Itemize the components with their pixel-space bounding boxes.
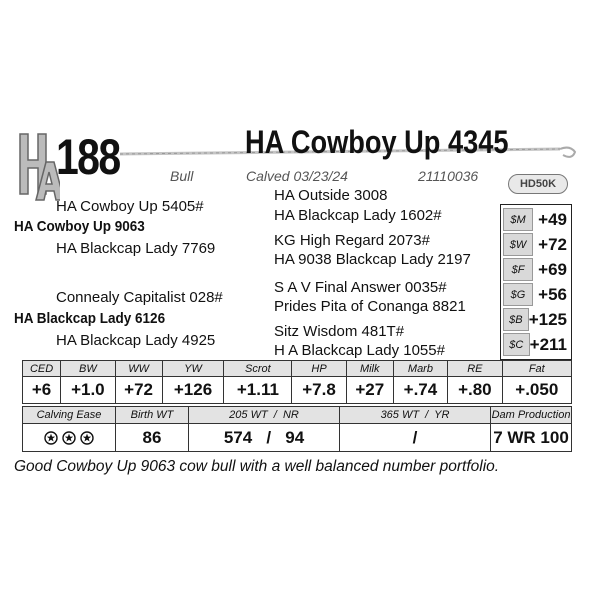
sire-sire: HA Cowboy Up 5405# [56,198,204,215]
performance-value-row [23,424,572,452]
epd-value: +72 [115,377,162,404]
epd-value: +7.8 [292,377,346,404]
registration-number: 21110036 [418,168,479,184]
wt365-header: 365 WT / YR [340,407,491,424]
lot-comment: Good Cowboy Up 9063 cow bull with a well balanced number portfolio. [14,458,500,475]
index-label: $G [503,283,533,306]
epd-value: +1.11 [224,377,292,404]
epd-header: Scrot [224,361,292,377]
calving-ease-stars [23,424,116,452]
epd-value: +1.0 [61,377,115,404]
index-row-f [501,257,571,282]
star-icon [44,431,58,445]
calved-date: Calved 03/23/24 [246,168,348,184]
epd-header: Marb [393,361,447,377]
dollar-index-panel [500,204,572,360]
performance-table [22,406,572,452]
epd-value: +27 [346,377,393,404]
wt205-nr-value: 574 / 94 [189,424,340,452]
index-row-b [501,307,571,332]
epd-value: +126 [162,377,224,404]
index-label: $M [503,208,533,231]
right-pedigree-4: HA 9038 Blackcap Lady 2197 [274,251,471,268]
epd-value: +6 [23,377,61,404]
index-row-g [501,282,571,307]
ha-logo-icon [18,130,60,202]
right-pedigree-7: Sitz Wisdom 481T# [274,323,405,340]
lot-number: 188 [56,129,120,185]
dam-production-value: 7 WR 100 [491,424,572,452]
epd-header: CED [23,361,61,377]
right-pedigree-1: HA Outside 3008 [274,187,388,204]
sire: HA Cowboy Up 9063 [14,218,145,235]
index-label: $F [503,258,533,281]
dam-sire: Connealy Capitalist 028# [56,289,223,306]
epd-value: +.050 [502,377,571,404]
epd-header: Fat [502,361,571,377]
wt365-yr-value: / [340,424,491,452]
index-row-m [501,207,571,232]
index-label: $B [503,308,529,331]
index-value: +49 [538,209,567,229]
performance-header-row [23,407,572,424]
epd-header: Milk [346,361,393,377]
epd-header: RE [448,361,502,377]
star-icon [62,431,76,445]
index-value: +56 [538,284,567,304]
right-pedigree-5: S A V Final Answer 0035# [274,279,447,296]
dam: HA Blackcap Lady 6126 [14,310,166,327]
hd50k-badge: HD50K [508,174,568,194]
index-label: $C [503,333,530,356]
right-pedigree-3: KG High Regard 2073# [274,232,430,249]
dam-dam: HA Blackcap Lady 4925 [56,332,216,349]
index-row-w [501,232,571,257]
calving-ease-header: Calving Ease [23,407,116,424]
index-value: +211 [529,334,567,354]
dam-production-header: Dam Production [491,407,572,424]
index-value: +125 [528,309,567,329]
epd-header: HP [292,361,346,377]
sire-dam: HA Blackcap Lady 7769 [56,240,216,257]
epd-header: WW [115,361,162,377]
epd-value: +.74 [393,377,447,404]
wt205-header: 205 WT / NR [189,407,340,424]
birth-wt-value: 86 [116,424,189,452]
star-icon [80,431,94,445]
right-pedigree-2: HA Blackcap Lady 1602# [274,207,442,224]
sex-label: Bull [170,168,194,184]
index-value: +69 [538,259,567,279]
epd-table [22,360,572,404]
birth-wt-header: Birth WT [116,407,189,424]
index-label: $W [503,233,533,256]
right-pedigree-8: H A Blackcap Lady 1055# [274,342,445,359]
epd-header: YW [162,361,224,377]
index-row-c [501,332,571,357]
right-pedigree-6: Prides Pita of Conanga 8821 [274,298,466,315]
epd-header-row [23,361,572,377]
index-value: +72 [538,234,567,254]
epd-value-row [23,377,572,404]
epd-header: BW [61,361,115,377]
animal-name: HA Cowboy Up 4345 [245,124,509,160]
epd-value: +.80 [448,377,502,404]
